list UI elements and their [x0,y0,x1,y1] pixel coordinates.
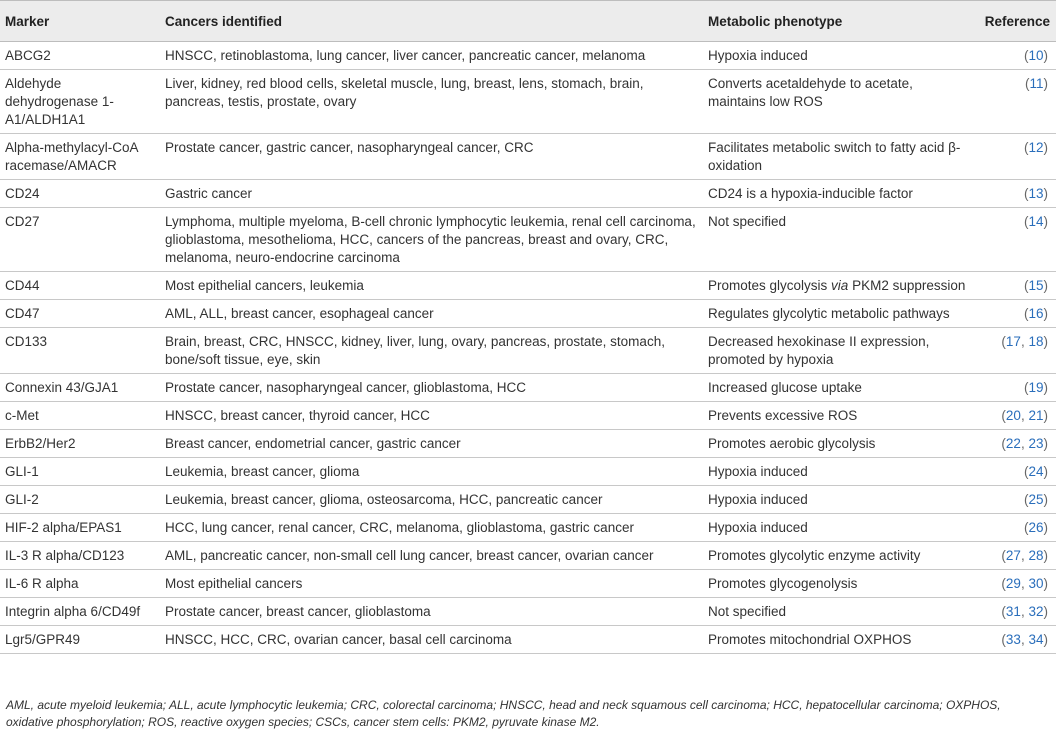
reference-cell: (15) [978,272,1056,300]
header-cancers: Cancers identified [160,1,703,42]
marker-cell: CD133 [0,328,160,374]
table-body [0,42,1056,654]
phenotype-cell: Decreased hexokinase II expression, promoted by hypoxia [703,328,978,374]
reference-cell: (24) [978,458,1056,486]
table-row [0,300,1056,328]
marker-cell: CD24 [0,180,160,208]
reference-cell: (16) [978,300,1056,328]
table-row [0,458,1056,486]
phenotype-cell: Converts acetaldehyde to acetate, maintains low ROS [703,70,978,134]
cancers-cell: Most epithelial cancers [160,570,703,598]
marker-cell: CD44 [0,272,160,300]
table-row [0,430,1056,458]
phenotype-cell: Not specified [703,208,978,272]
phenotype-cell: Hypoxia induced [703,42,978,70]
reference-cell: (14) [978,208,1056,272]
marker-cell: HIF-2 alpha/EPAS1 [0,514,160,542]
table-row [0,180,1056,208]
reference-link[interactable]: 26 [1028,520,1044,535]
marker-cell: Aldehyde dehydrogenase 1-A1/ALDH1A1 [0,70,160,134]
table-row [0,514,1056,542]
marker-cell: IL-6 R alpha [0,570,160,598]
cancers-cell: Most epithelial cancers, leukemia [160,272,703,300]
cancers-cell: Gastric cancer [160,180,703,208]
phenotype-cell: Hypoxia induced [703,514,978,542]
marker-cell: Lgr5/GPR49 [0,626,160,654]
marker-cell: Alpha-methylacyl-CoA racemase/AMACR [0,134,160,180]
cancers-cell: HNSCC, HCC, CRC, ovarian cancer, basal cell carcinoma [160,626,703,654]
table-row [0,374,1056,402]
reference-cell: (29, 30) [978,570,1056,598]
cancers-cell: Prostate cancer, breast cancer, glioblastoma [160,598,703,626]
marker-cell: IL-3 R alpha/CD123 [0,542,160,570]
cancers-cell: HCC, lung cancer, renal cancer, CRC, melanoma, glioblastoma, gastric cancer [160,514,703,542]
phenotype-cell: Promotes mitochondrial OXPHOS [703,626,978,654]
reference-link[interactable]: 14 [1028,214,1044,229]
reference-link[interactable]: 31 [1005,604,1021,619]
table-footnote: AML, acute myeloid leukemia; ALL, acute lymphocytic leukemia; CRC, colorectal carcinoma; HNSCC, head and neck squamous cell carcinoma; HCC, hepatocellular carcinoma; OXPHOS, oxidative phosphorylation; ROS, reactive oxygen species; CSCs, cancer stem cells: PKM2, pyruvate kinase M2. [6,698,1001,729]
phenotype-emphasis: via [831,278,849,293]
phenotype-cell: CD24 is a hypoxia-inducible factor [703,180,978,208]
reference-cell: (27, 28) [978,542,1056,570]
phenotype-cell: Increased glucose uptake [703,374,978,402]
reference-cell: (31, 32) [978,598,1056,626]
table-row [0,208,1056,272]
reference-link[interactable]: 34 [1028,632,1044,647]
table-row [0,134,1056,180]
phenotype-cell: Not specified [703,598,978,626]
reference-link[interactable]: 23 [1028,436,1044,451]
reference-link[interactable]: 21 [1028,408,1044,423]
reference-cell: (13) [978,180,1056,208]
cancers-cell: Prostate cancer, nasopharyngeal cancer, glioblastoma, HCC [160,374,703,402]
cancers-cell: Lymphoma, multiple myeloma, B-cell chronic lymphocytic leukemia, renal cell carcinoma, glioblastoma, mesothelioma, HCC, cancers of the pancreas, breast and ovary, CRC, melanoma, neuro-endocrine carcinoma [160,208,703,272]
reference-cell: (11) [978,70,1056,134]
reference-cell: (17, 18) [978,328,1056,374]
marker-cell: GLI-1 [0,458,160,486]
reference-link[interactable]: 32 [1028,604,1044,619]
reference-link[interactable]: 10 [1028,48,1044,63]
reference-cell: (20, 21) [978,402,1056,430]
phenotype-cell: Facilitates metabolic switch to fatty acid β-oxidation [703,134,978,180]
reference-link[interactable]: 33 [1005,632,1021,647]
header-marker: Marker [0,1,160,42]
marker-cell: Integrin alpha 6/CD49f [0,598,160,626]
phenotype-cell: Promotes aerobic glycolysis [703,430,978,458]
table-header [0,1,1056,42]
reference-link[interactable]: 20 [1005,408,1021,423]
reference-cell: (19) [978,374,1056,402]
reference-link[interactable]: 16 [1028,306,1044,321]
reference-link[interactable]: 13 [1028,186,1044,201]
cancers-cell: AML, pancreatic cancer, non-small cell lung cancer, breast cancer, ovarian cancer [160,542,703,570]
table-row [0,402,1056,430]
reference-link[interactable]: 12 [1028,140,1044,155]
table-row [0,70,1056,134]
reference-link[interactable]: 18 [1028,334,1044,349]
reference-link[interactable]: 15 [1028,278,1044,293]
table-row [0,598,1056,626]
phenotype-cell [703,272,978,300]
reference-link[interactable]: 28 [1028,548,1044,563]
reference-link[interactable]: 24 [1028,464,1044,479]
marker-cell: ErbB2/Her2 [0,430,160,458]
header-row [0,1,1056,42]
cancers-cell: Leukemia, breast cancer, glioma [160,458,703,486]
table-row [0,570,1056,598]
reference-link[interactable]: 30 [1028,576,1044,591]
cancers-cell: Leukemia, breast cancer, glioma, osteosarcoma, HCC, pancreatic cancer [160,486,703,514]
marker-cell: c-Met [0,402,160,430]
phenotype-cell: Promotes glycolytic enzyme activity [703,542,978,570]
phenotype-cell: Hypoxia induced [703,486,978,514]
cancers-cell: Breast cancer, endometrial cancer, gastric cancer [160,430,703,458]
marker-cell: CD27 [0,208,160,272]
reference-link[interactable]: 17 [1005,334,1021,349]
reference-link[interactable]: 25 [1028,492,1044,507]
reference-link[interactable]: 19 [1028,380,1044,395]
cancers-cell: AML, ALL, breast cancer, esophageal cancer [160,300,703,328]
marker-cell: ABCG2 [0,42,160,70]
reference-cell: (22, 23) [978,430,1056,458]
header-phenotype: Metabolic phenotype [703,1,978,42]
table-row [0,542,1056,570]
phenotype-cell: Hypoxia induced [703,458,978,486]
table-row [0,626,1056,654]
table-row [0,328,1056,374]
reference-cell: (26) [978,514,1056,542]
phenotype-text: PKM2 suppression [848,278,966,293]
marker-cell: CD47 [0,300,160,328]
table-row [0,486,1056,514]
phenotype-cell: Regulates glycolytic metabolic pathways [703,300,978,328]
cancers-cell: Liver, kidney, red blood cells, skeletal muscle, lung, breast, lens, stomach, brain, pancreas, testis, prostate, ovary [160,70,703,134]
cancers-cell: HNSCC, retinoblastoma, lung cancer, liver cancer, pancreatic cancer, melanoma [160,42,703,70]
marker-cell: GLI-2 [0,486,160,514]
phenotype-text: Promotes glycolysis [708,278,832,293]
reference-cell: (33, 34) [978,626,1056,654]
phenotype-cell: Prevents excessive ROS [703,402,978,430]
table-row [0,272,1056,300]
reference-cell: (25) [978,486,1056,514]
table-row [0,42,1056,70]
header-reference: Reference [978,1,1056,42]
cancers-cell: Brain, breast, CRC, HNSCC, kidney, liver, lung, ovary, pancreas, prostate, stomach, bone/soft tissue, eye, skin [160,328,703,374]
reference-link[interactable]: 27 [1005,548,1021,563]
reference-cell: (10) [978,42,1056,70]
phenotype-cell: Promotes glycogenolysis [703,570,978,598]
reference-cell: (12) [978,134,1056,180]
cancers-cell: HNSCC, breast cancer, thyroid cancer, HCC [160,402,703,430]
reference-link[interactable]: 22 [1005,436,1021,451]
reference-link[interactable]: 29 [1005,576,1021,591]
cancers-cell: Prostate cancer, gastric cancer, nasopharyngeal cancer, CRC [160,134,703,180]
reference-link[interactable]: 11 [1029,76,1044,91]
marker-cell: Connexin 43/GJA1 [0,374,160,402]
